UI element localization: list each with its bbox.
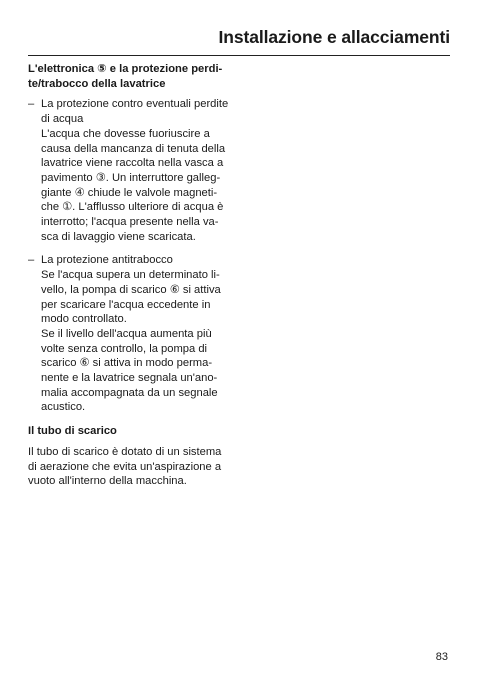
text-line: volte senza controllo, la pompa di [41, 342, 208, 355]
text-line: interrotto; l'acqua presente nella va- [41, 216, 219, 229]
page-number: 83 [435, 651, 448, 663]
heading-line: Il tubo di scarico [28, 425, 117, 438]
text-line: La protezione antitrabocco [41, 254, 173, 267]
text-line: acustico. [41, 401, 86, 414]
text-line: causa della mancanza di tenuta della [41, 142, 226, 155]
paragraph-drain-hose [28, 445, 242, 489]
text-line: malia accompagnata da un segnale [41, 386, 218, 399]
text-line: Il tubo di scarico è dotato di un sistema [28, 445, 222, 458]
text-line: La protezione contro eventuali perdite [41, 98, 229, 111]
heading-line: te/trabocco della lavatrice [28, 77, 166, 90]
text-line: modo controllato. [41, 313, 127, 326]
text-line: nente e la lavatrice segnala un'ano- [41, 372, 218, 385]
text-line: lavatrice viene raccolta nella vasca a [41, 157, 224, 170]
dash-bullet: – [28, 98, 35, 111]
text-line: pavimento ③. Un interruttore galleg- [41, 171, 221, 184]
text-line: L'acqua che dovesse fuoriuscire a [41, 127, 210, 140]
page-title: Installazione e allacciamenti [218, 27, 450, 47]
section-heading-drain-hose [28, 424, 242, 439]
main-content [28, 62, 242, 489]
section-heading-electronics [28, 62, 242, 91]
text-line: per scaricare l'acqua eccedente in [41, 298, 211, 311]
text-line: Se il livello dell'acqua aumenta più [41, 327, 212, 340]
dash-bullet: – [28, 254, 35, 267]
text-line: Se l'acqua supera un determinato li- [41, 269, 220, 282]
text-line: vello, la pompa di scarico ⑥ si attiva [41, 283, 221, 296]
text-line: scarico ⑥ si attiva in modo perma- [41, 357, 213, 370]
text-line: vuoto all'interno della macchina. [28, 475, 187, 488]
heading-line: L'elettronica ⑤ e la protezione perdi- [28, 63, 223, 75]
text-line: di aerazione che evita un'aspirazione a [28, 460, 222, 473]
list-item-overflow-protection [28, 253, 242, 415]
page-header [28, 24, 450, 56]
text-line: sca di lavaggio viene scaricata. [41, 230, 196, 243]
list-item-leak-protection [28, 97, 242, 244]
text-line: che ①. L'afflusso ulteriore di acqua è [41, 201, 224, 214]
text-line: giante ④ chiude le valvole magneti- [41, 186, 218, 199]
text-line: di acqua [41, 113, 84, 126]
